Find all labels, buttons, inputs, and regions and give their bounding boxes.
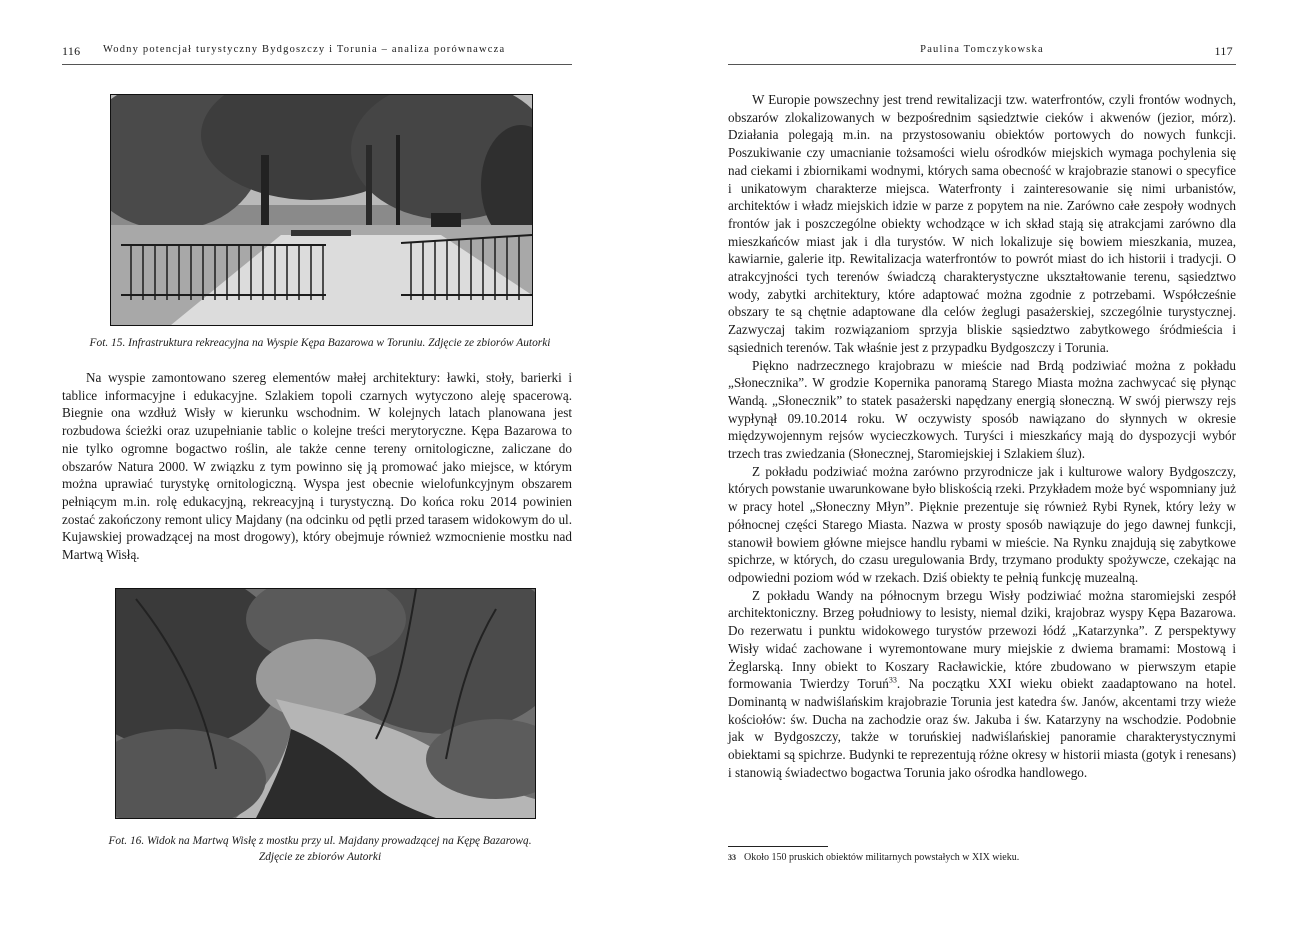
paragraph: Z pokładu podziwiać można zarówno przyrodnicze jak i kulturowe walory Bydgoszczy, których powstanie uwarunkowane było bliskością rzeki. Przykładem może być wspomniany już w pracy hotel „Słoneczny Młyn”. Pięknie prezentuje się również Rybi Rynek, który leży w północnej części Starego Miasta. Nazwa w prosty sposób nawiązuje do jego dawnej funkcji, stanowił bowiem główne miejsce handlu rybami w mieście. Na Rynku znajdują się zabytkowe spichrze, w których, do czasu uregulowania Brdy, trzymano produkty spożywcze, czekając na odpowiedni poziom wód w rzekach. Dziś obiekty te pełnią funkcję muzealną. xyxy=(728,463,1236,585)
paragraph-text: . Na początku XXI wieku obiekt zaadaptowano na hotel. Dominantą w nadwiślańskim krajobrazie Torunia jest katedra św. Janów, akcentami trzy wieże kościołów: św. Ducha na zachodzie oraz św. Jakuba i św. Katarzyny na wschodzie. Podobnie jak w Bydgoszczy, także w toruńskiej nadwiślańskiej panoramie charakterystycznymi obiektami są spichrze. Budynki te reprezentują różne okresy w historii miasta (gotyk i renesans) i stanowią świadectwo bogactwa Torunia jako ośrodka handlowego. xyxy=(728,676,1237,780)
footnote-number: 33 xyxy=(728,853,736,862)
right-body-text xyxy=(728,91,1236,781)
right-page xyxy=(650,0,1299,925)
running-title-right: Paulina Tomczykowska xyxy=(920,44,1044,55)
photo-recreational-infrastructure xyxy=(110,94,533,326)
left-body-text xyxy=(62,369,572,564)
running-title-left: Wodny potencjał turystyczny Bydgoszczy i Torunia – analiza porównawcza xyxy=(103,44,506,55)
paragraph: W Europie powszechny jest trend rewitalizacji tzw. waterfrontów, czyli frontów wodnych, obszarów zlokalizowanych w bezpośrednim sąsiedztwie cieków i akwenów (jezior, mórz). Działania polegają m.in. na przystosowaniu obiektów portowych do nowych funkcji. Poszukiwanie czy umacnianie tożsamości wielu ośrodków miejskich wymaga pochylenia się nad ciekami i zbiornikami wodnymi, których sama obecność w krajobrazie stanowi o specyfice i unikatowym charakterze miejsca. Waterfronty i zainteresowanie się nimi urbanistów, architektów i władz miejskich idzie w parze z popytem na nie. Zarówno całe zespoły wodnych frontów jak i poszczególne obiekty wchodzące w ich skład stają się atrakcjami zarówno dla mieszkańców miast jak i dla turystów. W nich lokalizuje się bowiem mieszkania, muzea, kawiarnie, galerie itp. Rewitalizacja waterfrontów to powrót miast do ich historii i tradycji. O atrakcyjności tych terenów świadczą charakterystyczne ukształtowanie terenu, sąsiedztwo wody, zabytki architektury, które adaptować można zgodnie z potrzebami. Współcześnie obszary te są chętnie adaptowane dla celów żeglugi pasażerskiej, szczególnie turystycznej. Zazwyczaj takim rozwiązaniom sprzyja bliskie sąsiedztwo zabytkowego śródmieścia i sąsiednich terenów. Tak właśnie jest z przypadku Bydgoszczy i Torunia. xyxy=(728,92,1236,355)
paragraph: Na wyspie zamontowano szereg elementów małej architektury: ławki, stoły, barierki i tablice informacyjne i edukacyjne. Szlakiem topoli czarnych wytyczono aleję spacerową. Biegnie ona wzdłuż Wisły w kierunku wschodnim. W kolejnych latach planowana jest rozbudowa ścieżki oraz uzupełnianie tablic o kolejne treści merytoryczne. Kępa Bazarowa to nie tylko ogromne bogactwo roślin, ale także cenne tereny ornitologiczne, zaliczane do obszarów Natura 2000. W związku z tym powinno się ją promować jako miejsce, w którym można uprawiać turystykę ornitologiczną. Wyspa jest obecnie wielofunkcyjnym obszarem pełniącym m.in. rolę edukacyjną, rekreacyjną i turystyczną. Do końca roku 2014 powinien zostać zakończony remont ulicy Majdany (na odcinku od pętli przed tarasem widokowym do ul. Kujawskiej prowadzącej na most drogowy), który obejmuje również wzmocnienie mostku nad Martwą Wisłą. xyxy=(62,370,572,563)
photo-2-caption-line-1: Fot. 16. Widok na Martwą Wisłę z mostku przy ul. Majdany prowadzącej na Kępę Bazarową. xyxy=(108,835,532,847)
photo-1-caption: Fot. 15. Infrastruktura rekreacyjna na Wyspie Kępa Bazarowa w Toruniu. Zdjęcie ze zbiorów Autorki xyxy=(89,337,551,349)
footnote-divider xyxy=(728,846,828,847)
running-head-left xyxy=(62,44,572,65)
paragraph: Piękno nadrzecznego krajobrazu w mieście nad Brdą podziwiać można z pokładu „Słonecznika”. W grodzie Kopernika panoramą Starego Miasta można zachwycać się płynąc Wandą. „Słonecznik” to statek pasażerski napędzany energią słoneczną. W swój pierwszy rejs wypłynął 09.10.2014 roku. W oczywisty sposób nawiązano do słynnych w okresie międzywojennym rejsów wycieczkowych. Turyści i mieszkańcy mają do dyspozycji wybór trzech tras zwiedzania (Słonecznej, Staromiejskiej i Szlakiem śluz). xyxy=(728,357,1236,462)
page-number-right: 117 xyxy=(1214,44,1233,58)
footnote-text: Około 150 pruskich obiektów militarnych powstałych w XIX wieku. xyxy=(744,852,1020,863)
photo-martwa-wisla-view xyxy=(115,588,536,819)
paragraph xyxy=(728,587,1236,782)
running-head-right xyxy=(728,44,1236,65)
footnote xyxy=(728,851,1236,864)
paragraph-text: Z pokładu Wandy na północnym brzegu Wisły podziwiać można staromiejski zespół architektoniczny. Brzeg południowy to lesisty, niemal dziki, krajobraz wyspy Kępa Bazarowa. Do rezerwatu i punktu widokowego turystów przewozi łódź „Katarzynka”. Z perspektywy Wisły widać zachowane i wyremontowane mury miejskie z dwiema bramami: Mostową i Żeglarską. Inny obiekt to Koszary Racławickie, które zbudowano w pierwszym etapie formowania Twierdzy Toruń xyxy=(728,587,1236,692)
page-number-left: 116 xyxy=(62,44,81,58)
photo-2-caption-line-2: Zdjęcie ze zbiorów Autorki xyxy=(258,851,382,863)
photo-2-caption xyxy=(60,833,580,865)
footnote-reference[interactable]: 33 xyxy=(888,675,897,685)
